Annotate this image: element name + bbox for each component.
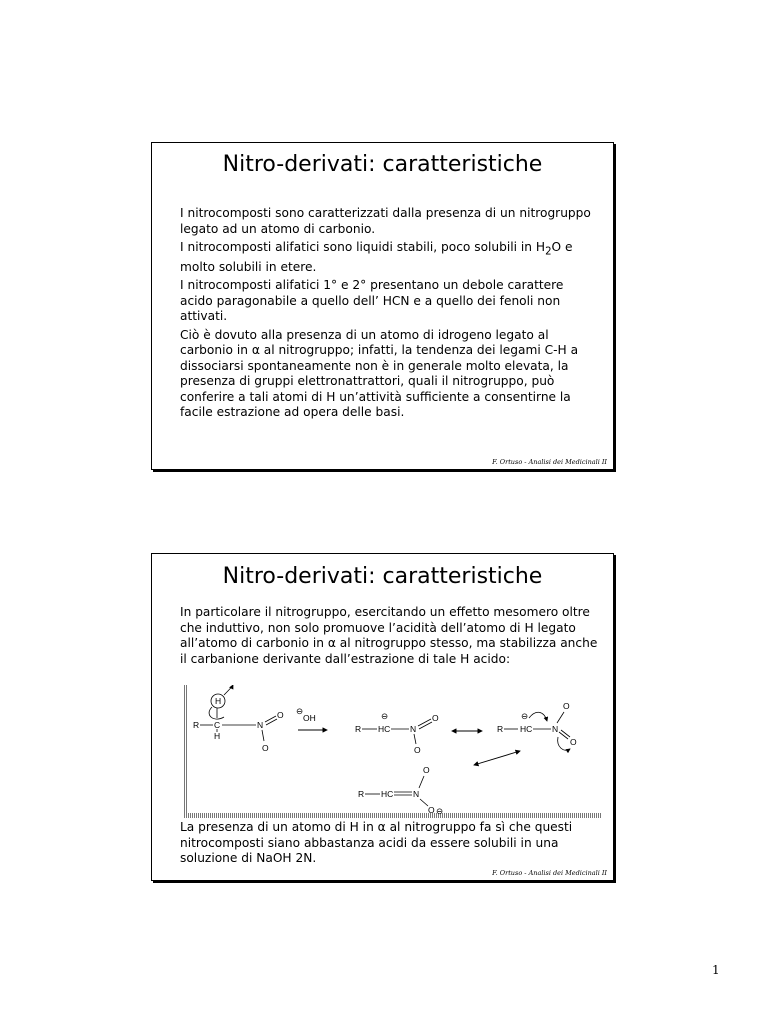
text: I nitrocomposti alifatici 1° e 2° presentano un debole carattere acido paragonabile a quello dell’ HCN e a quello dei fenoli non attivati.: [180, 278, 564, 324]
atom-label: C: [214, 720, 221, 730]
slide-1: [151, 142, 614, 470]
text: I nitrocomposti alifatici sono liquidi stabili, poco solubili in H: [180, 240, 546, 254]
atom-label: O: [428, 805, 435, 815]
negative-charge: ⊖: [381, 711, 389, 721]
negative-charge: ⊖: [521, 711, 529, 721]
atom-label: HC: [378, 724, 391, 734]
text: I nitrocomposti sono caratterizzati dalla presenza di un nitrogruppo legato ad un atomo di carbonio.: [180, 206, 591, 236]
slide-title: Nitro-derivati: caratteristiche: [222, 564, 543, 589]
paragraph: [180, 206, 599, 237]
text: al nitrogruppo fa sì che questi nitrocomposti siano abbastanza acidi da essere solubili in una soluzione di NaOH 2N.: [180, 820, 573, 865]
paragraph: [180, 820, 605, 867]
slide-conclusion: [180, 820, 605, 867]
atom-label: HC: [381, 789, 394, 799]
atom-label: N: [410, 724, 417, 734]
text: O e molto solubili in etere.: [180, 240, 573, 274]
atom-label: O: [432, 713, 439, 723]
atom-label: O: [414, 745, 421, 755]
molecule-carbanion: [355, 711, 439, 755]
atom-label: H: [214, 731, 221, 741]
negative-charge: ⊖: [296, 706, 304, 716]
molecule-nitronate: [358, 765, 443, 816]
picture-frame-bottom: [184, 813, 601, 818]
slide-body: [180, 206, 599, 424]
atom-label: R: [497, 724, 504, 734]
slide-footer: F. Ortuso - Analisi dei Medicinali II: [492, 869, 607, 877]
text: al nitrogruppo stesso, ma stabilizza anche il carbanione derivante dall’estrazione di tale H acido:: [180, 636, 598, 666]
paragraph: [180, 328, 599, 421]
page-number: 1: [712, 963, 720, 977]
atom-label: N: [413, 789, 420, 799]
atom-label: O: [423, 765, 430, 775]
atom-label: R: [358, 789, 365, 799]
atom-label: O: [563, 701, 570, 711]
paragraph: [180, 278, 599, 325]
atom-label: H: [215, 696, 222, 706]
subscript: 2: [545, 246, 552, 258]
resonance-arrow: [474, 751, 520, 765]
atom-label: O: [262, 743, 269, 753]
atom-label: R: [355, 724, 362, 734]
reaction-scheme: [184, 685, 604, 821]
atom-label: O: [570, 737, 577, 747]
atom-label: N: [257, 720, 264, 730]
atom-label: O: [277, 710, 284, 720]
molecule-resonance-form: [497, 701, 577, 750]
slide-intro: [180, 605, 599, 667]
atom-label: OH: [303, 713, 316, 723]
slide-title: Nitro-derivati: caratteristiche: [222, 152, 543, 177]
slide-footer: F. Ortuso - Analisi dei Medicinali II: [492, 458, 607, 466]
curved-arrow: [224, 685, 233, 695]
alpha-symbol: α: [251, 343, 260, 358]
text: La presenza di un atomo di H in: [180, 820, 378, 834]
hydroxide-base: [296, 706, 316, 723]
alpha-symbol: α: [377, 820, 386, 834]
molecule-nitroalkane: [193, 685, 284, 753]
curved-arrow: [529, 712, 547, 721]
negative-charge: ⊖: [436, 806, 444, 816]
atom-label: HC: [520, 724, 533, 734]
slide-2: [151, 553, 614, 881]
text: Ciò è dovuto alla presenza di un atomo di idrogeno legato al carbonio in: [180, 327, 549, 358]
paragraph: [180, 240, 599, 275]
atom-label: N: [552, 724, 559, 734]
text: al nitrogruppo; infatti, la tendenza dei legami C-H a dissociarsi spontaneamente non è in generale molto elevata, la presenza di gruppi elettronattrattori, quali il nitrogruppo, può conferire a tali atomi di H un’attività sufficiente a consentirne la facile estrazione ad opera delle basi.: [180, 343, 579, 420]
curved-arrow: [558, 737, 570, 750]
text: In particolare il nitrogruppo, esercitando un effetto mesomero oltre che induttivo, non solo promuove l’acidità dell’atomo di H legato all’atomo di carbonio in: [180, 605, 590, 650]
picture-frame-left: [184, 685, 188, 817]
alpha-symbol: α: [327, 636, 336, 650]
paragraph: [180, 605, 599, 667]
atom-label: R: [193, 720, 200, 730]
